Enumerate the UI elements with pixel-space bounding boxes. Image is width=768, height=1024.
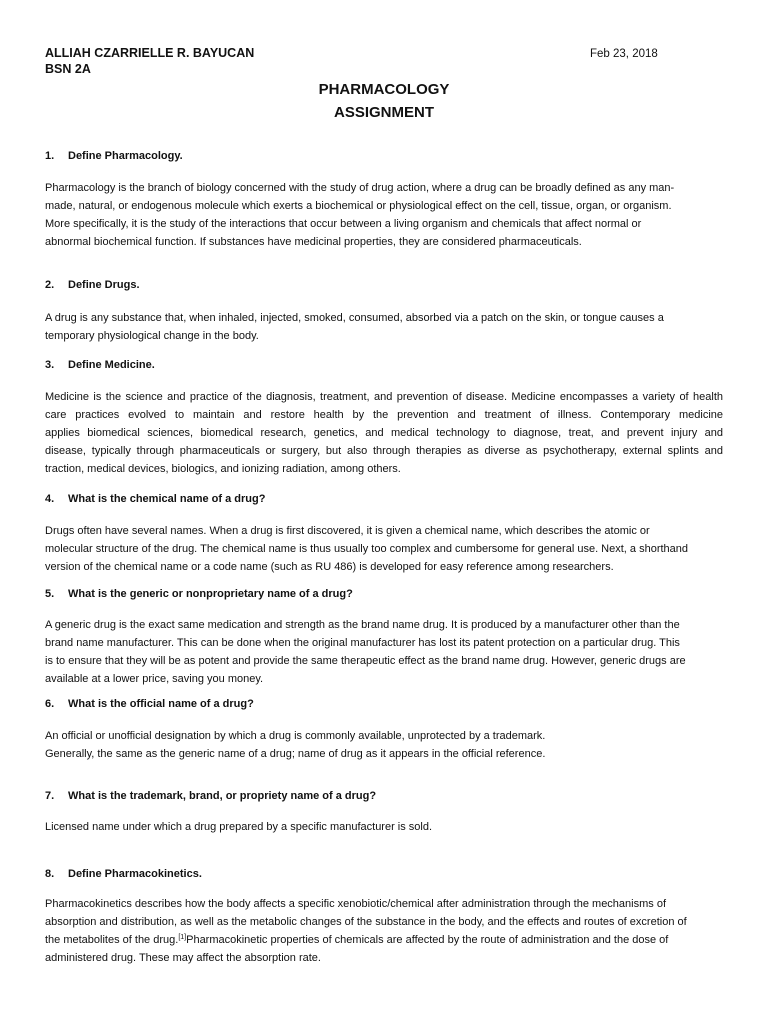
question-7: 7. What is the trademark, brand, or propriety name of a drug? <box>45 790 377 802</box>
answer-line: absorption and distribution, as well as the metabolic changes of the substance in the body, and the effects and routes of excretion of <box>45 916 687 928</box>
answer-line: disease, typically through pharmaceuticals or surgery, but also through therapies as diverse as psychotherapy, external splints and <box>45 445 723 457</box>
student-name: ALLIAH CZARRIELLE R. BAYUCAN <box>45 46 255 60</box>
answer-line: abnormal biochemical function. If substances have medicinal properties, they are considered pharmaceuticals. <box>45 236 582 248</box>
answer-line: A generic drug is the exact same medication and strength as the brand name drug. It is produced by a manufacturer other than the <box>45 619 680 631</box>
question-6: 6. What is the official name of a drug? <box>45 698 254 710</box>
answer-line: administered drug. These may affect the absorption rate. <box>45 952 321 964</box>
answer-4 <box>45 522 723 576</box>
question-4: 4. What is the chemical name of a drug? <box>45 493 266 505</box>
answer-line: Generally, the same as the generic name of a drug; name of drug as it appears in the official reference. <box>45 748 546 760</box>
answer-line: traction, medical devices, biologics, and ionizing radiation, among others. <box>45 463 401 475</box>
answer-line: the metabolites of the drug.[1]Pharmacokinetic properties of chemicals are affected by the route of administration and the dose of <box>45 934 669 946</box>
answer-line: Pharmacology is the branch of biology concerned with the study of drug action, where a drug can be broadly defined as any man- <box>45 182 675 194</box>
answer-line: More specifically, it is the study of the interactions that occur between a living organism and chemicals that affect normal or <box>45 218 642 230</box>
answer-1 <box>45 179 723 251</box>
question-1: 1. Define Pharmacology. <box>45 150 183 162</box>
answer-line: available at a lower price, saving you money. <box>45 673 264 685</box>
answer-line: Pharmacokinetics describes how the body affects a specific xenobiotic/chemical after administration through the mechanisms of <box>45 898 666 910</box>
answer-line: version of the chemical name or a code name (such as RU 486) is developed for easy reference among researchers. <box>45 561 614 573</box>
question-5: 5. What is the generic or nonproprietary name of a drug? <box>45 588 353 600</box>
answer-line: applies biomedical sciences, biomedical research, genetics, and medical technology to diagnose, treat, and prevent injury and <box>45 427 723 439</box>
answer-7 <box>45 818 723 836</box>
answer-5 <box>45 616 723 688</box>
answer-2 <box>45 309 723 345</box>
answer-8 <box>45 895 723 967</box>
document-title-line1: PHARMACOLOGY <box>318 81 450 98</box>
assignment-date: Feb 23, 2018 <box>590 48 658 60</box>
answer-line: is to ensure that they will be as potent and provide the same therapeutic effect as the brand name drug. However, generic drugs are <box>45 655 686 667</box>
answer-line: care practices evolved to maintain and restore health by the prevention and treatment of illness. Contemporary medicine <box>45 409 723 421</box>
question-3: 3. Define Medicine. <box>45 359 155 371</box>
answer-line: brand name manufacturer. This can be done when the original manufacturer has lost its patent protection on a particular drug. This <box>45 637 680 649</box>
citation-marker: [1] <box>178 934 187 941</box>
question-2: 2. Define Drugs. <box>45 279 140 291</box>
student-section: BSN 2A <box>45 62 91 76</box>
document-title-line2: ASSIGNMENT <box>333 104 434 121</box>
answer-line: Licensed name under which a drug prepared by a specific manufacturer is sold. <box>45 821 433 833</box>
answer-line: temporary physiological change in the body. <box>45 330 259 342</box>
answer-line: Drugs often have several names. When a drug is first discovered, it is given a chemical name, which describes the atomic or <box>45 525 650 537</box>
answer-3 <box>45 388 723 478</box>
answer-line: made, natural, or endogenous molecule which exerts a biochemical or physiological effect on the cell, tissue, organ, or organism. <box>45 200 672 212</box>
answer-line: molecular structure of the drug. The chemical name is thus usually too complex and cumbersome for general use. Next, a shorthand <box>45 543 689 555</box>
answer-line: A drug is any substance that, when inhaled, injected, smoked, consumed, absorbed via a patch on the skin, or tongue causes a <box>45 312 664 324</box>
question-8: 8. Define Pharmacokinetics. <box>45 868 202 880</box>
answer-line: An official or unofficial designation by which a drug is commonly available, unprotected by a trademark. <box>45 730 546 742</box>
answer-6 <box>45 727 723 763</box>
answer-line: Medicine is the science and practice of the diagnosis, treatment, and prevention of disease. Medicine encompasses a variety of health <box>45 391 723 403</box>
